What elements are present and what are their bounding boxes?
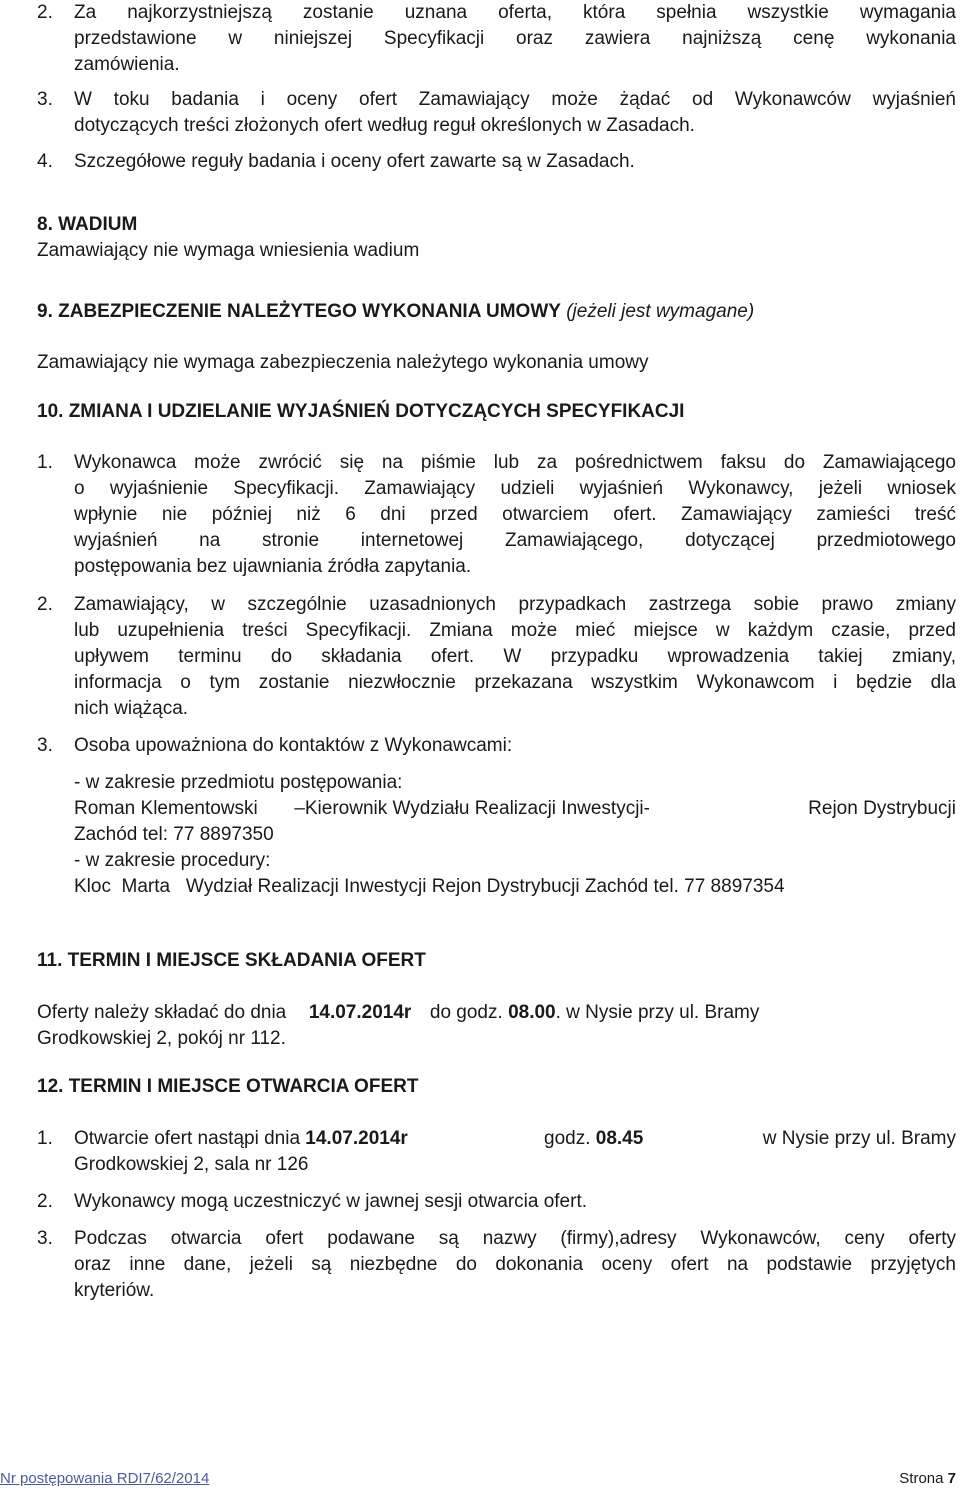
contact-role-region: Rejon Dystrybucji — [808, 798, 956, 819]
text-line: o wyjaśnienie Specyfikacji. Zamawiający udzieli wyjaśnień Wykonawcy, jeżeli wniosek — [74, 478, 956, 499]
list-item-text — [74, 87, 956, 139]
list-number: 3. — [37, 89, 53, 110]
footer-case-number-link[interactable]: Nr postępowania RDI7/62/2014 — [0, 1470, 210, 1487]
contact-role: –Kierownik Wydziału Realizacji Inwestycji- — [294, 798, 650, 819]
list-item-text — [74, 1189, 956, 1215]
text-line: upływem terminu do składania ofert. W przypadku wprowadzenia takiej zmiany, — [74, 646, 956, 667]
heading-note: (jeżeli jest wymagane) — [566, 301, 755, 322]
text-line: Osoba upoważniona do kontaktów z Wykonawcami: — [74, 735, 513, 756]
footer-page-number — [899, 1470, 956, 1487]
text-line: wyjaśnień na stronie internetowej Zamawiającego, dotyczącej przedmiotowego — [74, 530, 956, 551]
list-number: 1. — [37, 1128, 53, 1149]
text-line: Wykonawca może zwrócić się na piśmie lub za pośrednictwem faksu do Zamawiającego — [74, 452, 956, 473]
list-item-text — [74, 0, 956, 78]
text-line: W toku badania i oceny ofert Zamawiający może żądać od Wykonawców wyjaśnień — [74, 89, 956, 110]
contact-procedure-label: - w zakresie procedury: — [74, 850, 271, 871]
deadline-date: 14.07.2014r — [308, 1002, 412, 1023]
text-line: informacja o tym zostanie niezwłocznie przekazana wszystkim Wykonawcom i będzie dla — [74, 672, 956, 693]
list-number: 3. — [37, 735, 53, 756]
opening-time: 08.45 — [595, 1128, 644, 1149]
section-heading-otwarcie: 12. TERMIN I MIEJSCE OTWARCIA OFERT — [37, 1076, 419, 1097]
deadline-time: 08.00 — [508, 1002, 556, 1023]
list-item-text — [74, 592, 956, 722]
text-line: Szczegółowe reguły badania i oceny ofert zawarte są w Zasadach. — [74, 151, 635, 172]
text-segment: . w Nysie przy ul. Bramy — [555, 1002, 760, 1023]
list-item-text — [74, 733, 956, 759]
list-number: 3. — [37, 1228, 53, 1249]
contact-subject-label: - w zakresie przedmiotu postępowania: — [74, 772, 403, 793]
text-line: przedstawione w niniejszej Specyfikacji oraz zawiera najniższą cenę wykonania — [74, 28, 956, 49]
section-text-line — [37, 1000, 759, 1026]
section-text: Zamawiający nie wymaga zabezpieczenia należytego wykonania umowy — [37, 352, 649, 373]
text-line: Za najkorzystniejszą zostanie uznana oferta, która spełnia wszystkie wymagania — [74, 2, 956, 23]
text-segment: Oferty należy składać do dnia — [37, 1002, 287, 1023]
text-line: dotyczących treści złożonych ofert według reguł określonych w Zasadach. — [74, 115, 695, 136]
list-number: 1. — [37, 452, 53, 473]
list-item-text — [74, 149, 956, 175]
text-line: postępowania bez ujawniania źródła zapytania. — [74, 556, 472, 577]
section-text: Zamawiający nie wymaga wniesienia wadium — [37, 240, 420, 261]
text-line: Zamawiający, w szczególnie uzasadnionych przypadkach zastrzega sobie prawo zmiany — [74, 594, 956, 615]
list-number: 2. — [37, 594, 53, 615]
opening-date: 14.07.2014r — [305, 1128, 408, 1149]
list-number: 4. — [37, 151, 53, 172]
text-line — [74, 1126, 956, 1152]
list-number: 2. — [37, 2, 53, 23]
text-line: oraz inne dane, jeżeli są niezbędne do dokonania oceny ofert na podstawie przyjętych — [74, 1254, 956, 1275]
text-segment: w Nysie przy ul. Bramy — [762, 1128, 956, 1149]
text-line: kryteriów. — [74, 1280, 155, 1301]
text-line: Wykonawcy mogą uczestniczyć w jawnej sesji otwarcia ofert. — [74, 1191, 588, 1212]
text-segment: do godz. — [429, 1002, 503, 1023]
section-heading-wadium: 8. WADIUM — [37, 214, 138, 235]
page-label: Strona — [899, 1470, 944, 1487]
contact-name: Roman Klementowski — [74, 798, 258, 819]
list-item-text — [74, 450, 956, 580]
text-line: lub uzupełnienia treści Specyfikacji. Zmiana może mieć miejsce w każdym czasie, przed — [74, 620, 956, 641]
text-segment: godz. — [544, 1128, 591, 1149]
section-text-line: Grodkowskiej 2, pokój nr 112. — [37, 1028, 286, 1049]
opening-time-group — [544, 1126, 643, 1152]
heading-text: 9. ZABEZPIECZENIE NALEŻYTEGO WYKONANIA UMOWY — [37, 301, 561, 322]
text-line: wpłynie nie później niż 6 dni przed otwarciem ofert. Zamawiający zamieści treść — [74, 504, 956, 525]
contact-subject-tel: Zachód tel: 77 8897350 — [74, 824, 274, 845]
list-number: 2. — [37, 1191, 53, 1212]
text-line: zamówienia. — [74, 54, 180, 75]
contact-procedure-person: Kloc Marta Wydział Realizacji Inwestycji Rejon Dystrybucji Zachód tel. 77 8897354 — [74, 876, 785, 897]
list-item-text — [74, 1226, 956, 1304]
text-line: Podczas otwarcia ofert podawane są nazwy (firmy),adresy Wykonawców, ceny oferty — [74, 1228, 956, 1249]
section-heading-zabezpieczenie — [37, 299, 754, 325]
page-number: 7 — [947, 1470, 956, 1487]
text-line: nich wiążąca. — [74, 698, 189, 719]
section-heading-skladanie: 11. TERMIN I MIEJSCE SKŁADANIA OFERT — [37, 950, 426, 971]
contact-subject-person — [74, 796, 956, 822]
section-heading-zmiana: 10. ZMIANA I UDZIELANIE WYJAŚNIEŃ DOTYCZĄCYCH SPECYFIKACJI — [37, 401, 685, 422]
text-segment: Otwarcie ofert nastąpi dnia — [74, 1128, 301, 1149]
text-line: Grodkowskiej 2, sala nr 126 — [74, 1154, 309, 1175]
list-item-text — [74, 1126, 956, 1178]
